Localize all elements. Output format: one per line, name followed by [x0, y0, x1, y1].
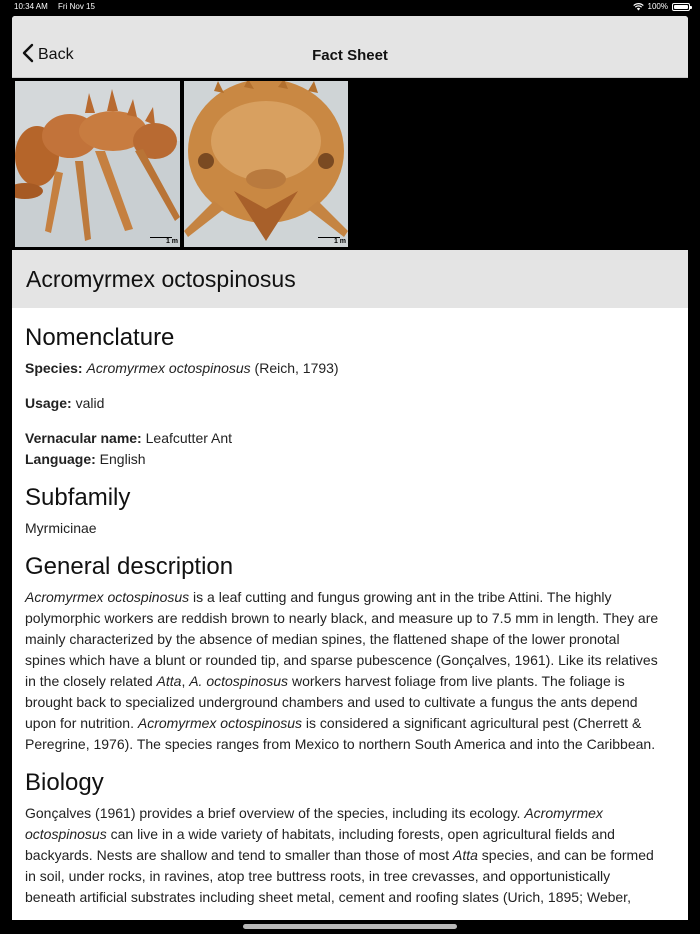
scale-label: 1 m	[165, 238, 178, 245]
specimen-photo-profile[interactable]	[15, 81, 180, 247]
image-gallery	[12, 78, 688, 250]
subfamily-value: Myrmicinae	[25, 520, 97, 536]
nav-title: Fact Sheet	[312, 47, 388, 64]
species-title: Acromyrmex octospinosus	[26, 266, 296, 292]
biology-heading: Biology	[25, 769, 104, 796]
text-line: Acromyrmex octospinosus is a leaf cutting and fungus growing ant in the tribe Attini. The highly	[25, 589, 612, 605]
general-description-text	[25, 587, 677, 755]
species-header	[12, 250, 688, 308]
vernacular-value: Leafcutter Ant	[145, 430, 233, 446]
text-line: brought back to specialized underground chambers and used to cultivate a fungus the ants depend	[25, 694, 638, 710]
text-line: beneath artificial substrates including sheet metal, cement and roofing slates (Urich, 1895; Weber,	[25, 889, 631, 905]
subfamily-heading: Subfamily	[25, 484, 131, 511]
general-description-heading: General description	[25, 553, 234, 580]
vernacular-label: Vernacular name:	[25, 430, 142, 446]
status-left	[14, 0, 95, 14]
species-name: Acromyrmex octospinosus	[86, 360, 251, 376]
text-line: Gonçalves (1961) provides a brief overview of the species, including its ecology. Acromyrmex	[25, 805, 603, 821]
species-label: Species:	[25, 360, 83, 376]
wifi-icon	[633, 3, 644, 11]
nomenclature-heading: Nomenclature	[25, 324, 175, 351]
navigation-bar	[12, 16, 688, 78]
species-line	[25, 358, 677, 379]
text-line: in the closely related Atta, A. octospinosus workers harvest foliage from live plants. The foliage is	[25, 673, 625, 689]
text-line: in soil, under rocks, in ravines, atop tree buttress roots, in tree crevasses, and opportunistically	[25, 868, 611, 884]
usage-value: valid	[75, 395, 105, 411]
fact-sheet-content	[25, 308, 677, 908]
species-author: (Reich, 1793)	[254, 360, 339, 376]
usage-line	[25, 393, 677, 414]
vernacular-line	[25, 428, 677, 449]
scale-label: 1 m	[333, 238, 346, 245]
language-label: Language:	[25, 451, 96, 467]
language-value: English	[99, 451, 146, 467]
home-indicator[interactable]	[243, 924, 457, 929]
text-line: polymorphic workers are reddish brown to nearly black, and measure up to 7.5 mm in length. They are	[25, 610, 659, 626]
status-right	[633, 0, 690, 14]
text-line: spines which have a blunt or rounded tip, and sparse pubescence (Gonçalves, 1961). Like its relatives	[25, 652, 658, 668]
usage-label: Usage:	[25, 395, 72, 411]
fact-sheet-card	[12, 16, 688, 920]
status-bar	[0, 0, 700, 14]
text-line: Peregrine, 1976). The species ranges from Mexico to northern South America and into the Caribbean.	[25, 736, 656, 752]
text-line: octospinosus can live in a wide variety of habitats, including forests, open agricultural fields and	[25, 826, 615, 842]
text-line: backyards. Nests are shallow and tend to smaller than those of most Atta species, and can be formed	[25, 847, 654, 863]
back-label: Back	[38, 46, 74, 63]
status-time: 10:34 AM	[14, 2, 48, 11]
specimen-photo-head[interactable]	[184, 81, 348, 247]
battery-percent: 100%	[647, 2, 668, 11]
biology-text	[25, 803, 677, 908]
status-date: Fri Nov 15	[58, 2, 95, 11]
text-line: mainly characterized by the absence of median spines, the flattened shape of the lower pronotal	[25, 631, 620, 647]
text-line: upon for nutrition. Acromyrmex octospinosus is considered a significant agricultural pest (Cherrett &	[25, 715, 642, 731]
language-line	[25, 449, 677, 470]
battery-icon	[672, 3, 690, 11]
